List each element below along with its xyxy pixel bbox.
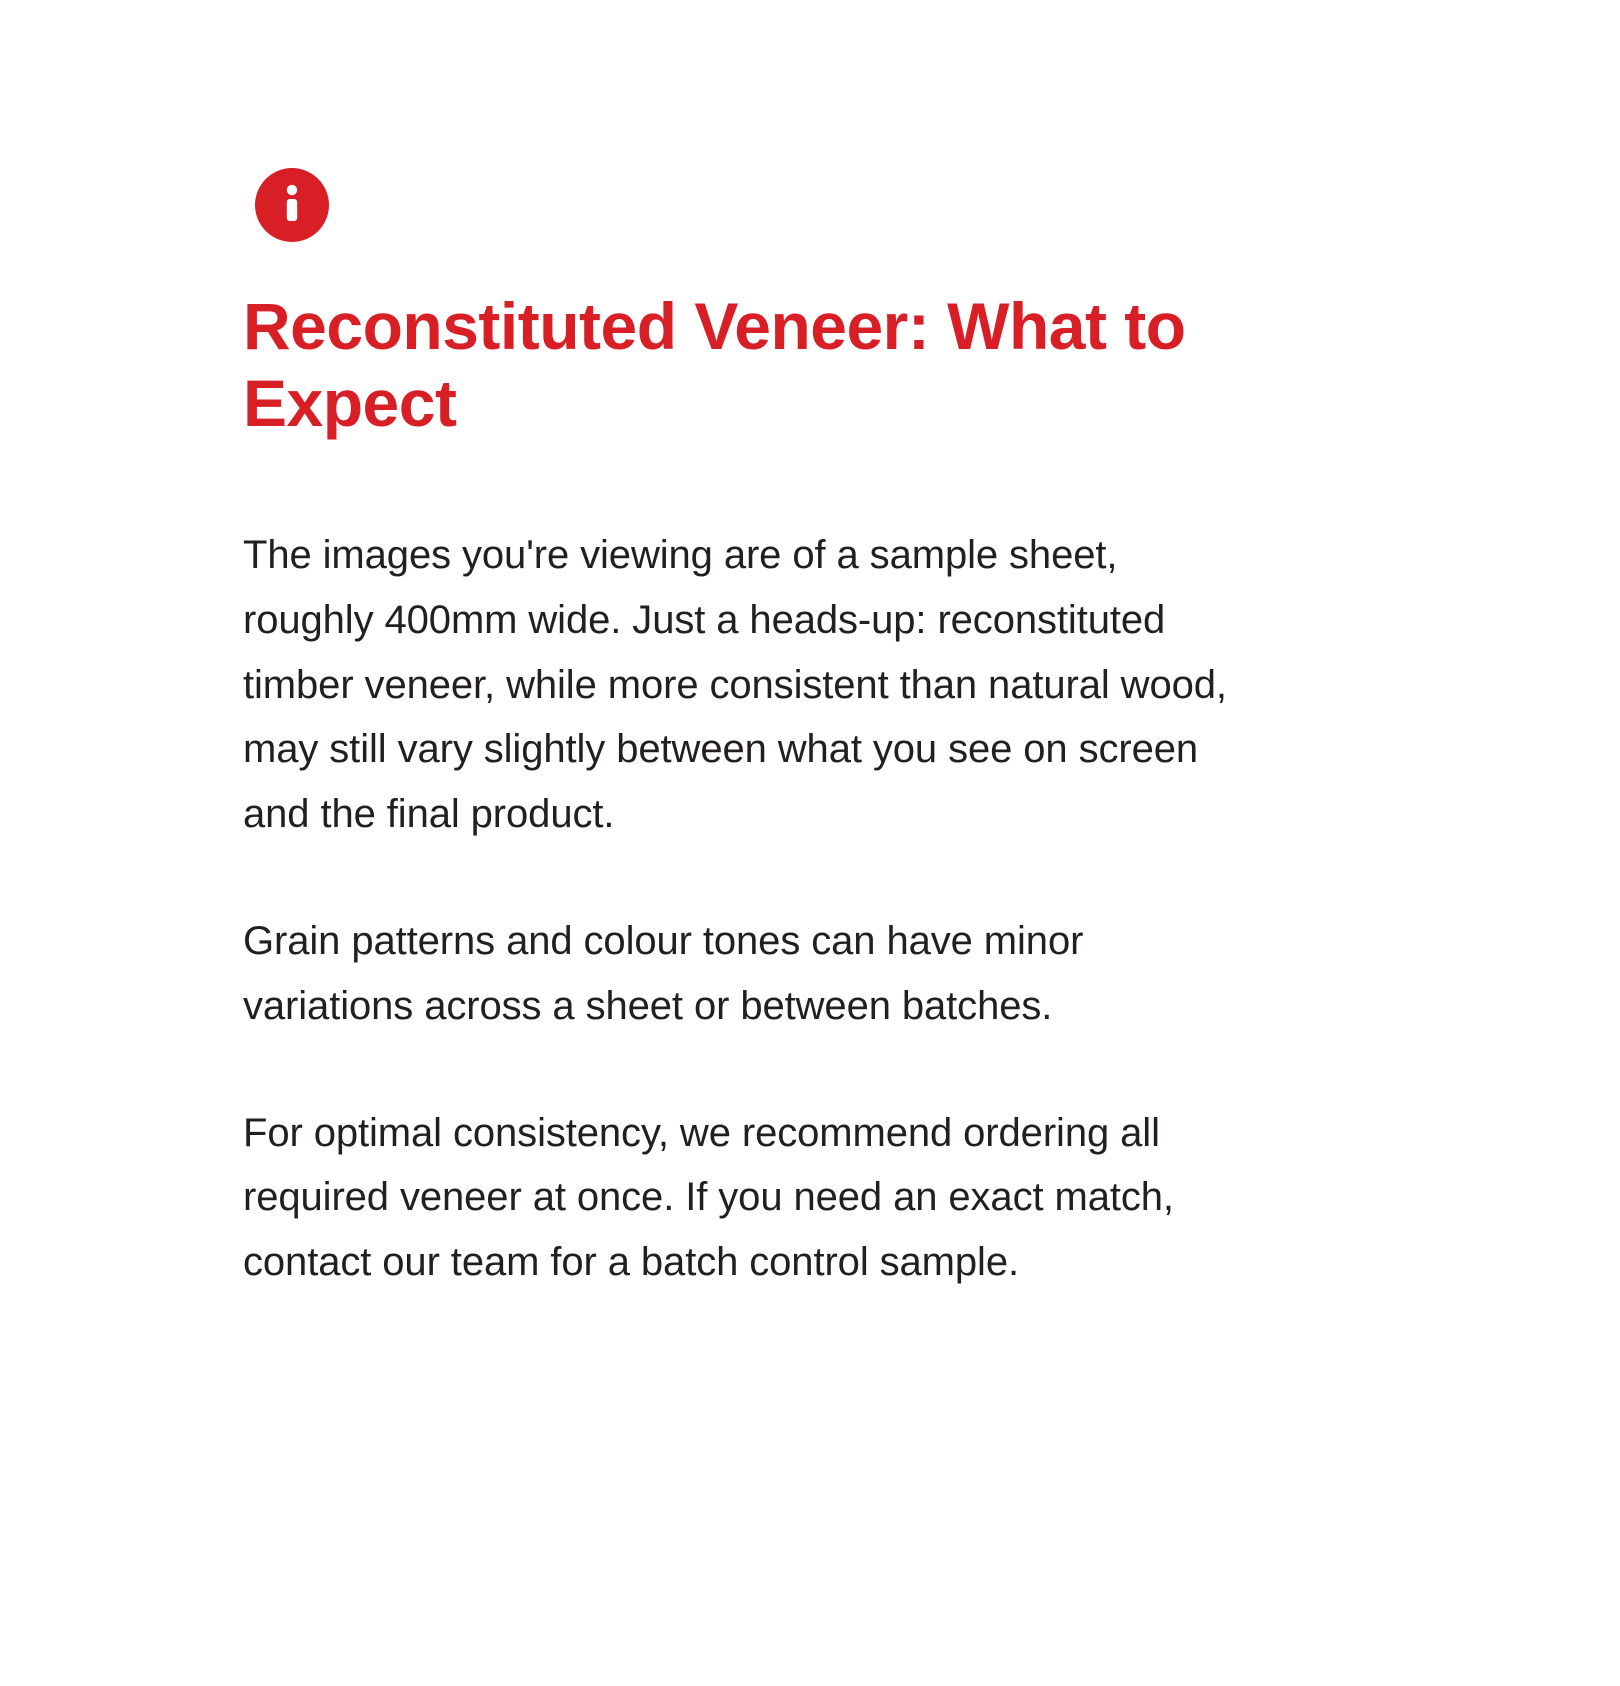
notice-block	[243, 168, 1253, 1295]
notice-paragraph-2: Grain patterns and colour tones can have minor variations across a sheet or between batches.	[243, 919, 1084, 1028]
notice-paragraph-1: The images you're viewing are of a sample sheet, roughly 400mm wide. Just a heads-up: reconstituted timber veneer, while more consistent than natural wood, may still vary slightly between what you see on screen and the final product.	[243, 533, 1227, 837]
notice-paragraph-3: For optimal consistency, we recommend ordering all required veneer at once. If you need an exact match, contact our team for a batch control sample.	[243, 1110, 1174, 1285]
page-title: Reconstituted Veneer: What to Expect	[243, 289, 1186, 440]
info-icon	[255, 168, 329, 242]
